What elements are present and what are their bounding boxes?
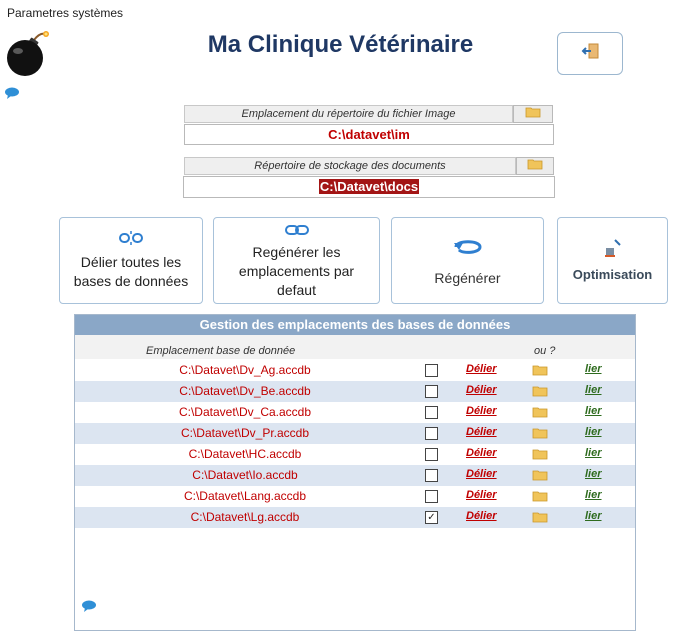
regenerate-default-label-3: defaut [277, 281, 316, 298]
docs-dir-value: C:\Datavet\docs [319, 179, 419, 194]
page-title: Ma Clinique Vétérinaire [207, 31, 474, 58]
broom-icon [602, 238, 624, 263]
docs-dir-field[interactable] [183, 176, 555, 198]
optimize-label: Optimisation [572, 266, 653, 282]
unlink-all-label-2: bases de données [73, 273, 189, 289]
docs-dir-label: Répertoire de stockage des documents [184, 157, 516, 175]
folder-icon[interactable] [532, 405, 548, 423]
db-path: C:\Datavet\Dv_Ag.accdb [179, 363, 311, 377]
unlink-link[interactable]: Délier [466, 468, 497, 480]
db-path: C:\Datavet\Dv_Be.accdb [179, 384, 311, 398]
db-row [75, 402, 635, 423]
chat-bubble-icon[interactable] [81, 599, 97, 611]
db-path: C:\Datavet\Lg.accdb [190, 510, 300, 524]
exit-door-icon [581, 43, 599, 64]
db-path: C:\Datavet\HC.accdb [188, 447, 302, 461]
db-panel-title: Gestion des emplacements des bases de données [75, 315, 635, 335]
unlink-link[interactable]: Délier [466, 405, 497, 417]
db-path: C:\Datavet\Dv_Ca.accdb [178, 405, 312, 419]
folder-icon[interactable] [532, 363, 548, 381]
db-select-checkbox[interactable]: ✓ [425, 511, 438, 524]
circular-arrow-icon [451, 234, 485, 263]
unlink-link[interactable]: Délier [466, 510, 497, 522]
image-dir-browse-button[interactable] [513, 105, 553, 123]
unlink-link[interactable]: Délier [466, 447, 497, 459]
folder-icon[interactable] [532, 447, 548, 465]
link-link[interactable]: lier [585, 405, 602, 417]
db-path: C:\Datavet\Dv_Pr.accdb [180, 426, 310, 440]
regenerate-button[interactable] [391, 217, 544, 304]
broken-chain-icon [118, 230, 144, 251]
db-row [75, 423, 635, 444]
link-link[interactable]: lier [585, 384, 602, 396]
col-or-header: ou ? [534, 345, 556, 357]
link-link[interactable]: lier [585, 447, 602, 459]
db-row [75, 465, 635, 486]
unlink-link[interactable]: Délier [466, 384, 497, 396]
regenerate-default-label-2: emplacements par [238, 262, 355, 279]
folder-icon [527, 157, 543, 175]
regenerate-label: Régénérer [434, 269, 501, 286]
unlink-all-button[interactable] [59, 217, 203, 304]
optimize-button[interactable] [557, 217, 668, 304]
db-row [75, 507, 635, 528]
db-row [75, 444, 635, 465]
folder-icon[interactable] [532, 510, 548, 528]
db-path: C:\Datavet\Io.accdb [192, 468, 298, 482]
db-select-checkbox[interactable] [425, 490, 438, 503]
link-link[interactable]: lier [585, 468, 602, 480]
db-column-headers [75, 335, 635, 359]
unlink-link[interactable]: Délier [466, 363, 497, 375]
col-path-header: Emplacement base de donnée [146, 345, 296, 357]
link-link[interactable]: lier [585, 489, 602, 501]
db-path: C:\Datavet\Lang.accdb [183, 489, 307, 503]
image-dir-value: C:\datavet\im [328, 127, 410, 142]
db-select-checkbox[interactable] [425, 427, 438, 440]
db-select-checkbox[interactable] [425, 448, 438, 461]
unlink-all-label-1: Délier toutes les [80, 254, 182, 270]
folder-icon[interactable] [532, 384, 548, 402]
link-link[interactable]: lier [585, 510, 602, 522]
window-title: Parametres systèmes [7, 6, 124, 20]
regenerate-default-label-1: Regénérer les [252, 243, 341, 260]
chat-bubble-icon[interactable] [4, 86, 20, 98]
docs-dir-browse-button[interactable] [516, 157, 554, 175]
db-row [75, 486, 635, 507]
folder-icon[interactable] [532, 489, 548, 507]
db-select-checkbox[interactable] [425, 385, 438, 398]
db-select-checkbox[interactable] [425, 469, 438, 482]
regenerate-default-button[interactable] [213, 217, 380, 304]
folder-icon[interactable] [532, 468, 548, 486]
db-select-checkbox[interactable] [425, 364, 438, 377]
unlink-link[interactable]: Délier [466, 489, 497, 501]
unlink-link[interactable]: Délier [466, 426, 497, 438]
folder-icon [525, 105, 541, 123]
link-link[interactable]: lier [585, 426, 602, 438]
db-panel [74, 314, 636, 631]
chain-link-icon [284, 222, 310, 241]
exit-button[interactable] [557, 32, 623, 75]
link-link[interactable]: lier [585, 363, 602, 375]
db-select-checkbox[interactable] [425, 406, 438, 419]
db-row [75, 381, 635, 402]
image-dir-field[interactable] [184, 124, 554, 145]
folder-icon[interactable] [532, 426, 548, 444]
db-row [75, 360, 635, 381]
image-dir-label: Emplacement du répertoire du fichier Image [184, 105, 513, 123]
